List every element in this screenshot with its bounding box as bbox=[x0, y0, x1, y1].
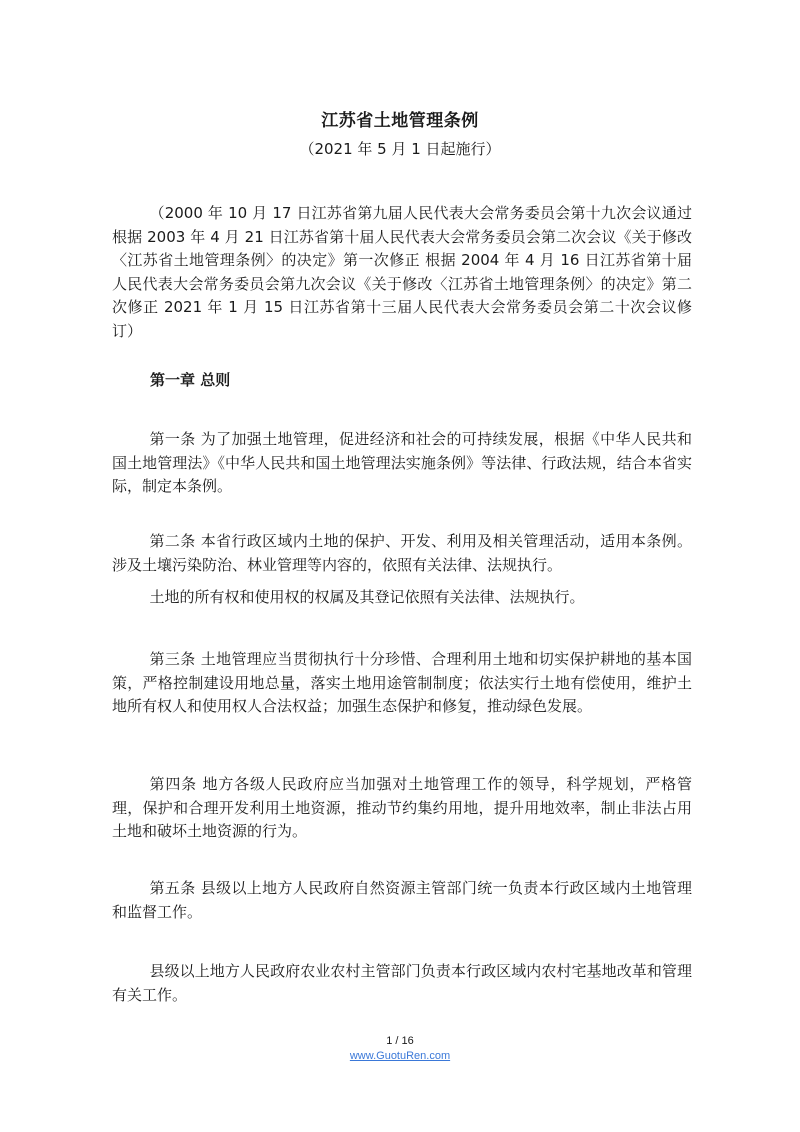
article-5: 第五条 县级以上地方人民政府自然资源主管部门统一负责本行政区域内土地管理和监督工作。 bbox=[112, 879, 692, 921]
preamble-paragraph: （2000 年 10 月 17 日江苏省第九届人民代表大会常务委员会第十九次会议通过 根据 2003 年 4 月 21 日江苏省第十届人民代表大会常务委员会第二次会议《关于修改〈江苏省土地管理条例〉的决定》第一次修正 根据 2004 年 4 月 16 日江苏省第十届人民代表大会常务委员会第九次会议《关于修改〈江苏省土地管理条例〉的决定》第二次修正 2021 年 1 月 15 日江苏省第十三届人民代表大会常务委员会第二十次会议修订） bbox=[112, 204, 692, 340]
article-2-paragraph-2: 土地的所有权和使用权的权属及其登记依照有关法律、法规执行。 bbox=[149, 588, 585, 606]
article-2: 第二条 本省行政区域内土地的保护、开发、利用及相关管理活动，适用本条例。涉及土壤污染防治、林业管理等内容的，依照有关法律、法规执行。 bbox=[112, 532, 692, 574]
document-title: 江苏省土地管理条例 bbox=[321, 111, 479, 131]
page-number: 1 / 16 bbox=[386, 1035, 414, 1047]
article-1: 第一条 为了加强土地管理，促进经济和社会的可持续发展，根据《中华人民共和国土地管理法》《中华人民共和国土地管理法实施条例》等法律、行政法规，结合本省实际，制定本条例。 bbox=[112, 430, 692, 495]
document-subtitle: （2021 年 5 月 1 日起施行） bbox=[299, 140, 501, 158]
article-5-paragraph-2: 县级以上地方人民政府农业农村主管部门负责本行政区域内农村宅基地改革和管理有关工作。 bbox=[112, 962, 692, 1004]
article-4: 第四条 地方各级人民政府应当加强对土地管理工作的领导，科学规划，严格管理，保护和合理开发利用土地资源，推动节约集约用地，提升用地效率，制止非法占用土地和破坏土地资源的行为。 bbox=[112, 775, 692, 840]
website-link[interactable]: www.GuotuRen.com bbox=[349, 1050, 451, 1062]
article-3: 第三条 土地管理应当贯彻执行十分珍惜、合理利用土地和切实保护耕地的基本国策，严格控制建设用地总量，落实土地用途管制制度；依法实行土地有偿使用，维护土地所有权人和使用权人合法权益；加强生态保护和修复，推动绿色发展。 bbox=[112, 650, 692, 715]
chapter-heading: 第一章 总则 bbox=[150, 371, 231, 389]
